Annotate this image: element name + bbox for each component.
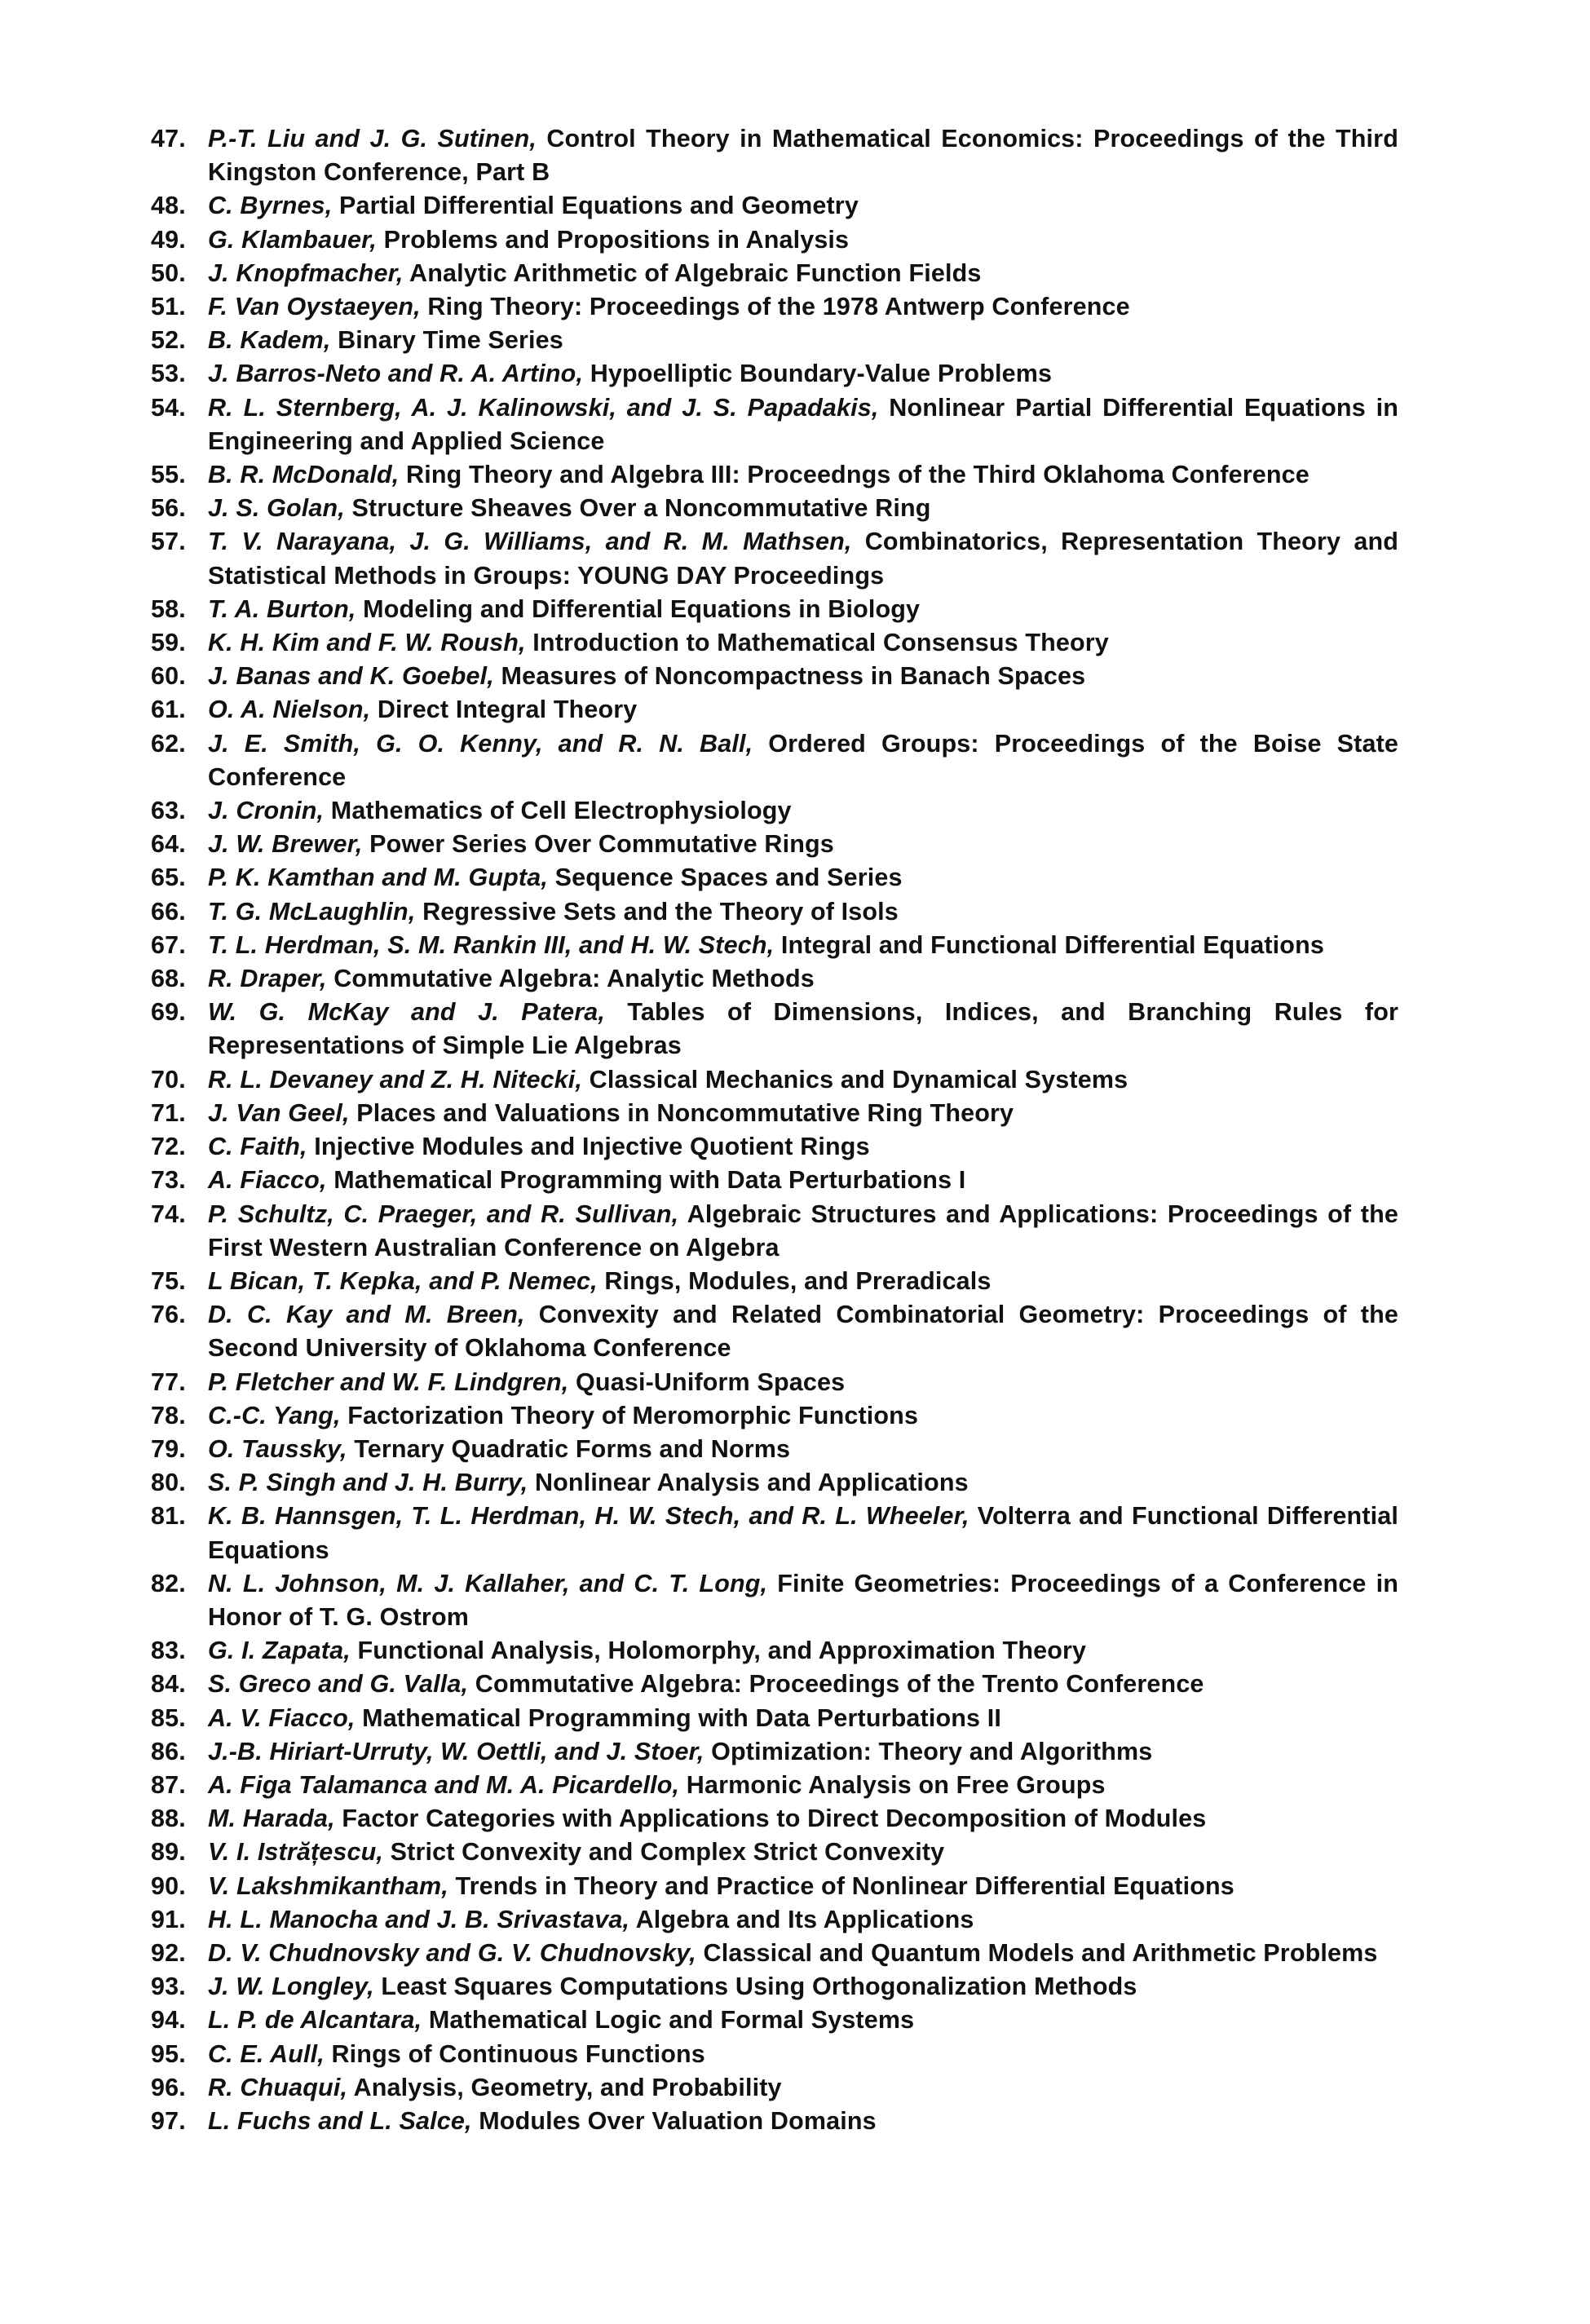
- entry-text: [208, 1870, 1398, 1903]
- list-item: [151, 1702, 1398, 1735]
- entry-authors: K. H. Kim and F. W. Roush,: [208, 629, 526, 657]
- list-item: [151, 189, 1398, 223]
- entry-authors: O. Taussky,: [208, 1434, 347, 1463]
- entry-text: [208, 391, 1398, 458]
- entry-title: Regressive Sets and the Theory of Isols: [415, 897, 899, 926]
- entry-text: [208, 458, 1398, 492]
- entry-title: Analytic Arithmetic of Algebraic Function Fields: [403, 258, 982, 287]
- entry-text: [208, 1366, 1398, 1399]
- entry-text: [208, 828, 1398, 861]
- entry-title: Functional Analysis, Holomorphy, and Approximation Theory: [350, 1637, 1087, 1665]
- list-item: [151, 1937, 1398, 1970]
- entry-text: [208, 357, 1398, 391]
- entry-title: Classical Mechanics and Dynamical Systems: [582, 1065, 1128, 1094]
- entry-title: Combinatorics, Representation Theory and Statistical Methods in Groups: YOUNG DAY Proceedings: [208, 528, 1399, 590]
- entry-authors: J. Banas and K. Goebel,: [208, 662, 494, 691]
- entry-title: Nonlinear Analysis and Applications: [528, 1469, 969, 1497]
- list-item: [151, 1735, 1398, 1769]
- entry-title: Rings of Continuous Functions: [324, 2039, 705, 2068]
- entry-title: Power Series Over Commutative Rings: [362, 830, 834, 859]
- entry-number: 71.: [151, 1098, 186, 1127]
- entry-title: Factorization Theory of Meromorphic Functions: [340, 1401, 919, 1429]
- entry-text: [208, 1702, 1398, 1735]
- entry-text: [208, 1063, 1398, 1097]
- entry-title: Optimization: Theory and Algorithms: [704, 1737, 1153, 1765]
- list-item: [151, 357, 1398, 391]
- entry-authors: J.-B. Hiriart-Urruty, W. Oettli, and J. Stoer,: [208, 1737, 704, 1765]
- entry-number: 97.: [151, 2106, 186, 2135]
- list-item: [151, 1903, 1398, 1937]
- entry-number: 89.: [151, 1838, 186, 1867]
- entry-authors: R. L. Devaney and Z. H. Nitecki,: [208, 1065, 583, 1094]
- entry-text: [208, 996, 1398, 1063]
- entry-authors: J. E. Smith, G. O. Kenny, and R. N. Ball,: [208, 729, 753, 758]
- entry-title: Mathematics of Cell Electrophysiology: [324, 797, 792, 825]
- entry-title: Structure Sheaves Over a Noncommutative Ring: [344, 494, 931, 523]
- entry-text: [208, 1097, 1398, 1130]
- entry-text: [208, 693, 1398, 727]
- entry-number: 86.: [151, 1737, 186, 1765]
- list-item: [151, 1836, 1398, 1869]
- entry-number: 85.: [151, 1703, 186, 1732]
- entry-title: Mathematical Logic and Formal Systems: [422, 2006, 915, 2035]
- entry-number: 57.: [151, 528, 186, 556]
- list-item: [151, 223, 1398, 257]
- entry-number: 47.: [151, 125, 186, 152]
- entry-number: 54.: [151, 393, 186, 422]
- list-item: [151, 492, 1398, 525]
- list-item: [151, 1567, 1398, 1634]
- entry-number: 78.: [151, 1401, 186, 1429]
- entry-number: 65.: [151, 864, 186, 892]
- entry-text: [208, 861, 1398, 895]
- list-item: [151, 2038, 1398, 2071]
- list-item: [151, 1769, 1398, 1802]
- entry-text: [208, 2071, 1398, 2105]
- entry-authors: S. P. Singh and J. H. Burry,: [208, 1469, 528, 1497]
- entry-number: 55.: [151, 461, 186, 489]
- list-item: [151, 828, 1398, 861]
- entry-text: [208, 727, 1398, 794]
- entry-number: 93.: [151, 1973, 186, 2001]
- list-item: [151, 1366, 1398, 1399]
- entry-title: Trends in Theory and Practice of Nonlinear Differential Equations: [448, 1871, 1234, 1900]
- entry-title: Algebraic Structures and Applications: Proceedings of the First Western Australian Conference on Algebra: [208, 1200, 1398, 1261]
- entry-text: [208, 962, 1398, 996]
- entry-number: 48.: [151, 192, 186, 220]
- entry-authors: P. Schultz, C. Praeger, and R. Sullivan,: [208, 1200, 679, 1228]
- entry-text: [208, 1433, 1398, 1466]
- entry-text: [208, 1198, 1398, 1265]
- list-item: [151, 290, 1398, 324]
- entry-text: [208, 189, 1398, 223]
- entry-authors: J. Van Geel,: [208, 1098, 350, 1127]
- list-item: [151, 895, 1398, 929]
- entry-title: Ternary Quadratic Forms and Norms: [347, 1434, 791, 1463]
- entry-title: Factor Categories with Applications to Direct Decomposition of Modules: [334, 1805, 1207, 1833]
- list-item: [151, 1802, 1398, 1836]
- entry-title: Modeling and Differential Equations in Biology: [356, 594, 921, 623]
- entry-number: 62.: [151, 729, 186, 758]
- entry-number: 53.: [151, 360, 186, 388]
- list-item: [151, 861, 1398, 895]
- list-item: [151, 1634, 1398, 1668]
- entry-authors: W. G. McKay and J. Patera,: [208, 998, 606, 1027]
- entry-text: [208, 1567, 1398, 1634]
- entry-authors: H. L. Manocha and J. B. Srivastava,: [208, 1905, 630, 1933]
- list-item: [151, 1164, 1398, 1197]
- entry-authors: C. Faith,: [208, 1133, 307, 1161]
- entry-number: 51.: [151, 293, 186, 321]
- list-item: [151, 693, 1398, 727]
- entry-title: Tables of Dimensions, Indices, and Branching Rules for Representations of Simple Lie Algebras: [208, 998, 1398, 1060]
- entry-number: 70.: [151, 1065, 186, 1094]
- list-item: [151, 525, 1398, 592]
- entry-number: 49.: [151, 225, 186, 254]
- entry-title: Algebra and Its Applications: [629, 1905, 974, 1933]
- entry-title: Integral and Functional Differential Equations: [774, 930, 1324, 959]
- entry-text: [208, 1500, 1398, 1566]
- entry-authors: C. Byrnes,: [208, 192, 333, 220]
- entry-authors: P. Fletcher and W. F. Lindgren,: [208, 1367, 569, 1396]
- entry-number: 72.: [151, 1133, 186, 1161]
- entry-title: Direct Integral Theory: [370, 696, 638, 724]
- entry-number: 61.: [151, 696, 186, 724]
- entry-title: Control Theory in Mathematical Economics: Proceedings of the Third Kingston Conference, Part B: [208, 125, 1398, 187]
- entry-authors: B. Kadem,: [208, 326, 331, 355]
- entry-title: Strict Convexity and Complex Strict Convexity: [383, 1838, 945, 1867]
- entry-number: 56.: [151, 494, 186, 523]
- entry-number: 68.: [151, 965, 186, 993]
- entry-number: 80.: [151, 1469, 186, 1497]
- entry-title: Sequence Spaces and Series: [547, 864, 903, 892]
- entry-authors: B. R. McDonald,: [208, 461, 400, 489]
- entry-number: 84.: [151, 1670, 186, 1699]
- entry-authors: D. V. Chudnovsky and G. V. Chudnovsky,: [208, 1938, 696, 1967]
- list-item: [151, 2004, 1398, 2037]
- list-item: [151, 1870, 1398, 1903]
- entry-authors: J. W. Longley,: [208, 1973, 374, 2001]
- entry-authors: A. Figa Talamanca and M. A. Picardello,: [208, 1770, 680, 1799]
- entry-number: 91.: [151, 1905, 186, 1933]
- entry-title: Modules Over Valuation Domains: [471, 2106, 877, 2135]
- entry-title: Mathematical Programming with Data Perturbations II: [355, 1703, 1001, 1732]
- entry-number: 66.: [151, 897, 186, 926]
- entry-text: [208, 626, 1398, 660]
- entry-text: [208, 492, 1398, 525]
- entry-authors: A. V. Fiacco,: [208, 1703, 356, 1732]
- entry-title: Analysis, Geometry, and Probability: [347, 2073, 782, 2101]
- entry-title: Nonlinear Partial Differential Equations in Engineering and Applied Science: [208, 393, 1398, 455]
- entry-text: [208, 660, 1398, 693]
- entry-number: 59.: [151, 629, 186, 657]
- entry-text: [208, 1668, 1398, 1701]
- list-item: [151, 391, 1398, 458]
- entry-title: Partial Differential Equations and Geometry: [332, 192, 859, 220]
- entry-text: [208, 2038, 1398, 2071]
- entry-authors: J. Knopfmacher,: [208, 258, 404, 287]
- entry-title: Volterra and Functional Differential Equations: [208, 1502, 1398, 1564]
- entry-title: Rings, Modules, and Preradicals: [597, 1266, 992, 1295]
- entry-authors: J. S. Golan,: [208, 494, 345, 523]
- entry-number: 60.: [151, 662, 186, 691]
- entry-authors: C. E. Aull,: [208, 2039, 325, 2068]
- entry-number: 83.: [151, 1637, 186, 1665]
- entry-authors: P. K. Kamthan and M. Gupta,: [208, 864, 548, 892]
- entry-title: Binary Time Series: [330, 326, 563, 355]
- list-item: [151, 1198, 1398, 1265]
- list-item: [151, 1500, 1398, 1566]
- list-item: [151, 1298, 1398, 1365]
- entry-text: [208, 895, 1398, 929]
- entry-text: [208, 122, 1398, 189]
- entry-authors: J. Cronin,: [208, 797, 325, 825]
- entry-title: Hypoelliptic Boundary-Value Problems: [583, 360, 1053, 388]
- entry-title: Harmonic Analysis on Free Groups: [679, 1770, 1106, 1799]
- entry-authors: T. L. Herdman, S. M. Rankin III, and H. W. Stech,: [208, 930, 775, 959]
- entry-number: 96.: [151, 2073, 186, 2101]
- entry-number: 58.: [151, 594, 186, 623]
- entry-text: [208, 1265, 1398, 1298]
- entry-number: 77.: [151, 1367, 186, 1396]
- entry-text: [208, 929, 1398, 962]
- list-item: [151, 626, 1398, 660]
- list-item: [151, 1130, 1398, 1164]
- series-list: [151, 122, 1398, 2138]
- entry-text: [208, 1937, 1398, 1970]
- list-item: [151, 257, 1398, 290]
- entry-number: 92.: [151, 1938, 186, 1967]
- entry-authors: A. Fiacco,: [208, 1166, 327, 1195]
- entry-authors: N. L. Johnson, M. J. Kallaher, and C. T. Long,: [208, 1569, 768, 1597]
- entry-text: [208, 1735, 1398, 1769]
- entry-text: [208, 794, 1398, 828]
- entry-title: Finite Geometries: Proceedings of a Conference in Honor of T. G. Ostrom: [208, 1569, 1398, 1631]
- entry-authors: L Bican, T. Kepka, and P. Nemec,: [208, 1266, 598, 1295]
- list-item: [151, 458, 1398, 492]
- entry-text: [208, 2004, 1398, 2037]
- list-item: [151, 1970, 1398, 2004]
- entry-number: 95.: [151, 2039, 186, 2068]
- list-item: [151, 2071, 1398, 2105]
- entry-text: [208, 257, 1398, 290]
- list-item: [151, 962, 1398, 996]
- list-item: [151, 1265, 1398, 1298]
- entry-number: 74.: [151, 1200, 186, 1228]
- list-item: [151, 1466, 1398, 1500]
- entry-authors: L. P. de Alcantara,: [208, 2006, 422, 2035]
- entry-authors: T. A. Burton,: [208, 594, 356, 623]
- entry-authors: K. B. Hannsgen, T. L. Herdman, H. W. Stech, and R. L. Wheeler,: [208, 1502, 969, 1531]
- list-item: [151, 1399, 1398, 1433]
- entry-title: Commutative Algebra: Proceedings of the Trento Conference: [468, 1670, 1204, 1699]
- list-item: [151, 996, 1398, 1063]
- entry-title: Mathematical Programming with Data Perturbations I: [326, 1166, 966, 1195]
- entry-authors: D. C. Kay and M. Breen,: [208, 1301, 525, 1329]
- entry-authors: J. W. Brewer,: [208, 830, 363, 859]
- entry-text: [208, 290, 1398, 324]
- entry-number: 87.: [151, 1770, 186, 1799]
- entry-number: 75.: [151, 1266, 186, 1295]
- entry-authors: G. Klambauer,: [208, 225, 378, 254]
- entry-text: [208, 1634, 1398, 1668]
- entry-title: Places and Valuations in Noncommutative Ring Theory: [349, 1098, 1014, 1127]
- entry-text: [208, 2105, 1398, 2138]
- entry-text: [208, 1836, 1398, 1869]
- list-item: [151, 1097, 1398, 1130]
- entry-number: 94.: [151, 2006, 186, 2035]
- entry-authors: R. Chuaqui,: [208, 2073, 348, 2101]
- entry-authors: O. A. Nielson,: [208, 696, 371, 724]
- entry-text: [208, 525, 1398, 592]
- list-item: [151, 593, 1398, 626]
- entry-title: Convexity and Related Combinatorial Geometry: Proceedings of the Second University of Oklahoma Conference: [208, 1301, 1398, 1363]
- entry-authors: L. Fuchs and L. Salce,: [208, 2106, 472, 2135]
- list-item: [151, 324, 1398, 357]
- entry-number: 69.: [151, 998, 186, 1027]
- entry-authors: C.-C. Yang,: [208, 1401, 341, 1429]
- entry-number: 50.: [151, 258, 186, 287]
- entry-title: Measures of Noncompactness in Banach Spaces: [493, 662, 1086, 691]
- entry-title: Classical and Quantum Models and Arithmetic Problems: [696, 1938, 1378, 1967]
- entry-text: [208, 1970, 1398, 2004]
- entry-text: [208, 1399, 1398, 1433]
- entry-title: Problems and Propositions in Analysis: [377, 225, 850, 254]
- entry-title: Injective Modules and Injective Quotient Rings: [307, 1133, 870, 1161]
- entry-authors: V. I. Istrățescu,: [208, 1838, 384, 1867]
- entry-number: 79.: [151, 1434, 186, 1463]
- entry-number: 52.: [151, 326, 186, 355]
- entry-text: [208, 324, 1398, 357]
- entry-authors: S. Greco and G. Valla,: [208, 1670, 469, 1699]
- list-item: [151, 929, 1398, 962]
- entry-text: [208, 1298, 1398, 1365]
- entry-number: 67.: [151, 930, 186, 959]
- entry-number: 82.: [151, 1569, 186, 1597]
- entry-text: [208, 593, 1398, 626]
- entry-authors: R. L. Sternberg, A. J. Kalinowski, and J. S. Papadakis,: [208, 393, 879, 422]
- entry-title: Quasi-Uniform Spaces: [568, 1367, 846, 1396]
- list-item: [151, 1433, 1398, 1466]
- entry-text: [208, 1903, 1398, 1937]
- entry-title: Commutative Algebra: Analytic Methods: [326, 965, 815, 993]
- entry-text: [208, 1130, 1398, 1164]
- entry-number: 81.: [151, 1502, 186, 1531]
- list-item: [151, 1063, 1398, 1097]
- entry-text: [208, 1769, 1398, 1802]
- entry-authors: R. Draper,: [208, 965, 327, 993]
- entry-text: [208, 1802, 1398, 1836]
- entry-number: 88.: [151, 1805, 186, 1833]
- list-item: [151, 660, 1398, 693]
- entry-authors: T. V. Narayana, J. G. Williams, and R. M. Mathsen,: [208, 528, 852, 556]
- list-item: [151, 794, 1398, 828]
- list-item: [151, 727, 1398, 794]
- entry-number: 76.: [151, 1301, 186, 1329]
- entry-authors: P.-T. Liu and J. G. Sutinen,: [208, 125, 537, 152]
- entry-authors: F. Van Oystaeyen,: [208, 293, 421, 321]
- entry-number: 63.: [151, 797, 186, 825]
- entry-title: Introduction to Mathematical Consensus Theory: [525, 629, 1109, 657]
- entry-authors: V. Lakshmikantham,: [208, 1871, 448, 1900]
- list-item: [151, 2105, 1398, 2138]
- entry-title: Ordered Groups: Proceedings of the Boise State Conference: [208, 729, 1398, 791]
- list-item: [151, 1668, 1398, 1701]
- entry-text: [208, 223, 1398, 257]
- entry-authors: J. Barros-Neto and R. A. Artino,: [208, 360, 584, 388]
- entry-number: 90.: [151, 1871, 186, 1900]
- entry-title: Ring Theory: Proceedings of the 1978 Antwerp Conference: [420, 293, 1130, 321]
- entry-title: Ring Theory and Algebra III: Proceedngs of the Third Oklahoma Conference: [399, 461, 1310, 489]
- entry-text: [208, 1466, 1398, 1500]
- entry-number: 73.: [151, 1166, 186, 1195]
- entry-authors: T. G. McLaughlin,: [208, 897, 416, 926]
- entry-authors: G. I. Zapata,: [208, 1637, 351, 1665]
- entry-text: [208, 1164, 1398, 1197]
- list-item: [151, 122, 1398, 189]
- entry-title: Least Squares Computations Using Orthogonalization Methods: [373, 1973, 1137, 2001]
- entry-authors: M. Harada,: [208, 1805, 335, 1833]
- entry-number: 64.: [151, 830, 186, 859]
